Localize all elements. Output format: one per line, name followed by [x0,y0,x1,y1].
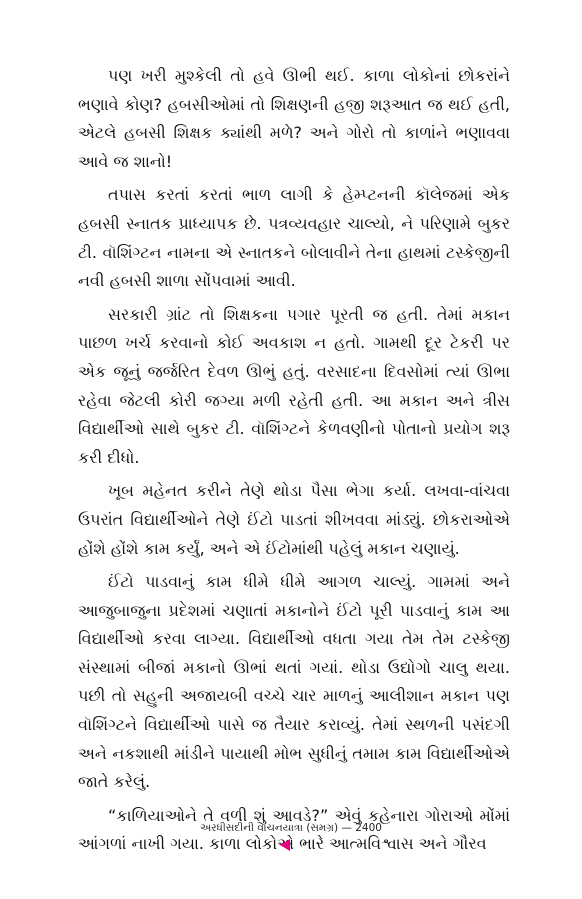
paragraph-5: ઈંટો પાડવાનું કામ ધીમે ધીમે આગળ ચાલ્યું. ગામમાં અને આજુબાજુના પ્રદેશમાં ચણાતાં મકાનોને ઈંટો પૂરી પાડવાનું કામ આ વિદ્યાર્થીઓ કરવા લાગ્યા. વિદ્યાર્થીઓ વધતા ગયા તેમ તેમ ટસ્કેજી સંસ્થામાં બીજાં મકાનો ઊભાં થતાં ગયાં. થોડા ઉદ્યોગો ચાલુ થયા. પછી તો સહુની અજાયબી વચ્ચે ચાર માળનું આલીશાન મકાન પણ વૉશિંગ્ટને વિદ્યાર્થીઓ પાસે જ તૈયાર કરાવ્યું. તેમાં સ્થળની પસંદગી અને નકશાથી માંડીને પાયાથી મોભ સુધીનું તમામ કામ વિદ્યાર્થીઓએ જાતે કરેલું. [78,572,510,792]
page-body [78,62,510,864]
previous-page-icon[interactable] [280,839,290,851]
paragraph-3: સરકારી ગ્રાંટ તો શિક્ષકના પગાર પૂરતી જ હતી. તેમાં મકાન પાછળ ખર્ચ કરવાનો કોઈ અવકાશ ન હતો. ગામથી દૂર ટેકરી પર એક જૂનું જર્જરિત દેવળ ઊભું હતું. વરસાદના દિવસોમાં ત્યાં ઊભા રહેવા જેટલી કોરી જગ્યા મળી રહેતી હતી. આ મકાન અને ત્રીસ વિદ્યાર્થીઓ સાથે બુકર ટી. વૉશિંગ્ટને કેળવણીનો પોતાનો પ્રયોગ શરૂ કરી દીધો. [78,304,510,467]
paragraph-1: પણ ખરી મુશ્કેલી તો હવે ઊભી થઈ. કાળા લોકોનાં છોકરાંને ભણાવે કોણ? હબસીઓમાં તો શિક્ષણની હજી શરૂઆત જ થઈ હતી, એટલે હબસી શિક્ષક ક્યાંથી મળે? અને ગોરો તો કાળાંને ભણાવવા આવે જ શાનો! [78,66,510,171]
paragraph-4: ખૂબ મહેનત કરીને તેણે થોડા પૈસા ભેગા કર્યા. લખવા-વાંચવા ઉપરાંત વિદ્યાર્થીઓને તેણે ઈંટો પાડતાં શીખવવા માંડ્યું. છોકરાઓએ હોંશે હોંશે કામ કર્યું, અને એ ઈંટોમાંથી પહેલું મકાન ચણાયું. [78,481,510,558]
page-footer: અરધીસદીની વાચનયાત્રા (સમગ્ર) — 2400 [200,822,382,834]
paragraph-2: તપાસ કરતાં કરતાં ભાળ લાગી કે હેમ્પ્ટનની કૉલેજમાં એક હબસી સ્નાતક પ્રાધ્યાપક છે. પત્રવ્યવહાર ચાલ્યો, ને પરિણામે બુકર ટી. વૉશિંગ્ટન નામના એ સ્નાતકને બોલાવીને તેના હાથમાં ટસ્કેજીની નવી હબસી શાળા સોંપવામાં આવી. [78,185,510,291]
paragraph-6: “કાળિયાઓને તે વળી શું આવડે?” એવું કહેનારા ગોરાઓ મોંમાં આંગળાં નાખી ગયા. કાળા લોકોએ ભારે આત્મવિશ્વાસ અને ગૌરવ [78,805,510,854]
